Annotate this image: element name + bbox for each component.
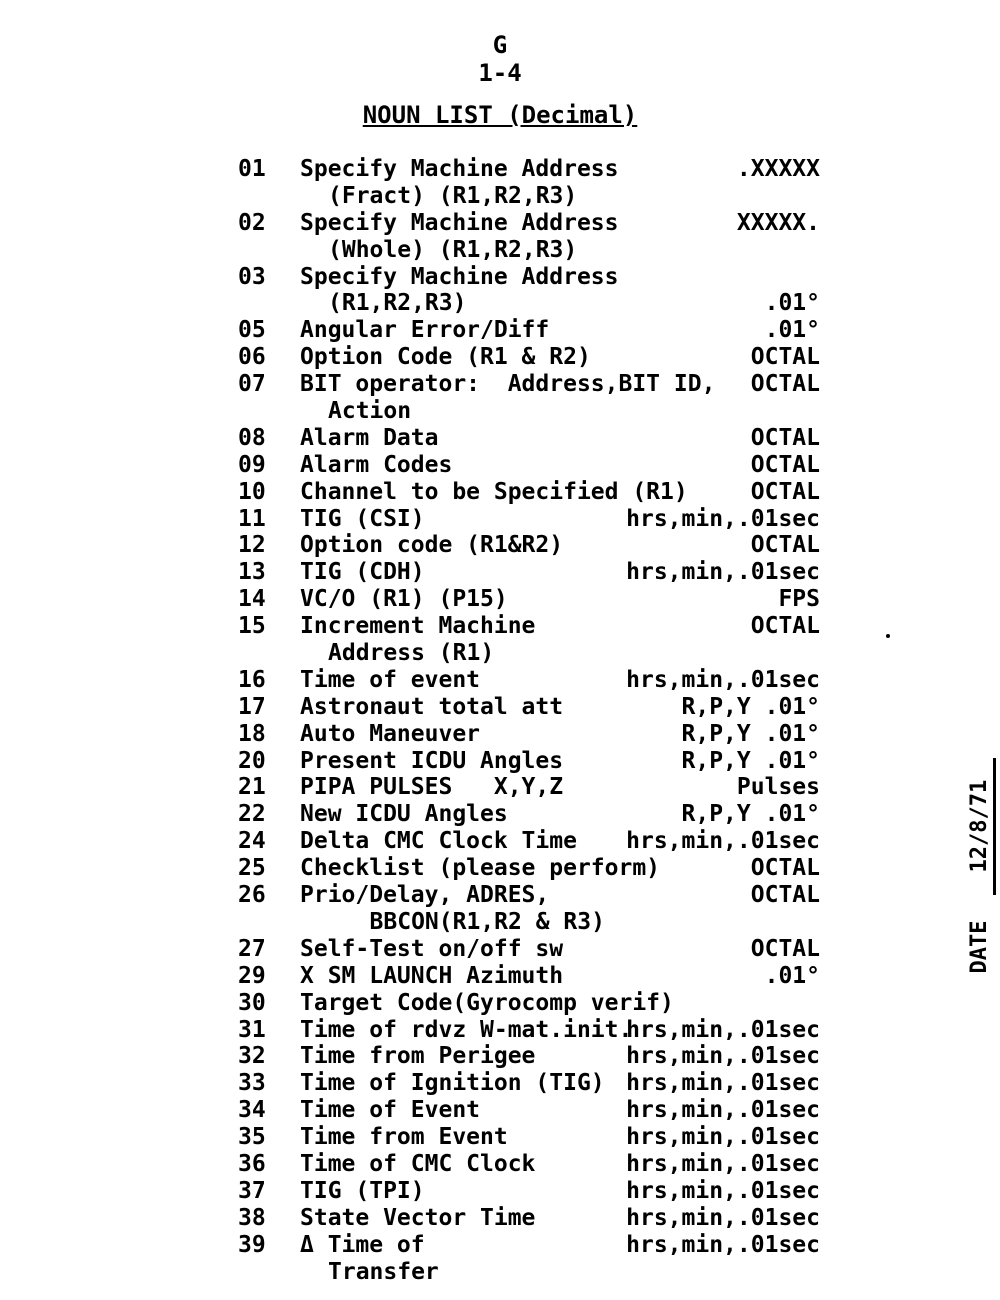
noun-row	[238, 452, 838, 479]
noun-units: OCTAL	[750, 344, 820, 371]
noun-description: BIT operator: Address,BIT ID,	[300, 371, 716, 398]
date-label: DATE	[967, 920, 992, 974]
noun-line	[238, 479, 838, 506]
noun-line	[238, 855, 838, 882]
noun-number: 08	[238, 424, 266, 451]
noun-continuation-line	[238, 1259, 838, 1286]
noun-description: TIG (CSI)	[300, 505, 425, 532]
noun-row	[238, 774, 838, 801]
noun-units: OCTAL	[750, 532, 820, 559]
noun-line	[238, 425, 838, 452]
noun-number: 34	[238, 1097, 266, 1124]
noun-row	[238, 210, 838, 264]
noun-number: 32	[238, 1043, 266, 1070]
noun-units: hrs,min,.01sec	[626, 1070, 820, 1097]
noun-description: Time of event	[300, 666, 481, 693]
noun-line	[238, 613, 838, 640]
date-value: 12/8/71	[967, 758, 996, 895]
noun-number: 18	[238, 720, 266, 747]
noun-row	[238, 1124, 838, 1151]
noun-line	[238, 828, 838, 855]
noun-row	[238, 425, 838, 452]
noun-units: hrs,min,.01sec	[626, 559, 820, 586]
noun-number: 02	[238, 209, 266, 236]
noun-units: OCTAL	[750, 478, 820, 505]
noun-continuation-line	[238, 237, 838, 264]
noun-row	[238, 156, 838, 210]
noun-description-continued: (R1,R2,R3)	[328, 290, 467, 317]
noun-description: Δ Time of	[300, 1231, 425, 1258]
noun-units: hrs,min,.01sec	[626, 1043, 820, 1070]
noun-row	[238, 1178, 838, 1205]
noun-line	[238, 936, 838, 963]
noun-row	[238, 748, 838, 775]
noun-number: 25	[238, 855, 266, 882]
noun-description: Time from Event	[300, 1124, 508, 1151]
noun-line	[238, 1178, 838, 1205]
noun-description: TIG (CDH)	[300, 559, 425, 586]
page-number: 1-4	[478, 59, 522, 87]
noun-line	[238, 882, 838, 909]
noun-row	[238, 1070, 838, 1097]
noun-description: Time from Perigee	[300, 1043, 536, 1070]
noun-line	[238, 1124, 838, 1151]
noun-line	[238, 586, 838, 613]
noun-description: PIPA PULSES X,Y,Z	[300, 774, 564, 801]
noun-description-continued: Action	[328, 398, 412, 425]
noun-number: 07	[238, 371, 266, 398]
noun-units: R,P,Y .01°	[681, 720, 820, 747]
noun-line	[238, 1070, 838, 1097]
noun-number: 36	[238, 1150, 266, 1177]
noun-description: State Vector Time	[300, 1204, 536, 1231]
noun-line	[238, 156, 838, 183]
noun-description: TIG (TPI)	[300, 1177, 425, 1204]
noun-row	[238, 667, 838, 694]
noun-units: hrs,min,.01sec	[626, 666, 820, 693]
noun-description: Option code (R1&R2)	[300, 532, 564, 559]
noun-number: 05	[238, 317, 266, 344]
noun-units: hrs,min,.01sec	[626, 1204, 820, 1231]
noun-line	[238, 264, 838, 291]
noun-line	[238, 1017, 838, 1044]
noun-row	[238, 855, 838, 882]
noun-units: .01°	[764, 962, 820, 989]
noun-units: OCTAL	[750, 855, 820, 882]
noun-line	[238, 748, 838, 775]
noun-continuation-line	[238, 290, 838, 317]
noun-description: Astronaut total att	[300, 693, 564, 720]
noun-row	[238, 1043, 838, 1070]
noun-number: 38	[238, 1204, 266, 1231]
noun-number: 39	[238, 1231, 266, 1258]
noun-units: OCTAL	[750, 424, 820, 451]
noun-units: .XXXXX	[736, 156, 820, 182]
noun-row	[238, 694, 838, 721]
noun-number: 12	[238, 532, 266, 559]
noun-description: Prio/Delay, ADRES,	[300, 882, 550, 909]
noun-description: Time of CMC Clock	[300, 1150, 536, 1177]
noun-row	[238, 936, 838, 963]
noun-description: VC/O (R1) (P15)	[300, 586, 508, 613]
noun-number: 31	[238, 1016, 266, 1043]
noun-description: Auto Maneuver	[300, 720, 481, 747]
noun-line	[238, 1205, 838, 1232]
noun-row	[238, 1017, 838, 1044]
noun-description: Self-Test on/off sw	[300, 935, 564, 962]
noun-number: 30	[238, 989, 266, 1016]
noun-number: 13	[238, 559, 266, 586]
noun-number: 20	[238, 747, 266, 774]
date-margin-note	[942, 758, 996, 1000]
noun-units: hrs,min,.01sec	[626, 505, 820, 532]
noun-line	[238, 774, 838, 801]
noun-line	[238, 1232, 838, 1259]
noun-units: .01°	[764, 317, 820, 344]
noun-number: 21	[238, 774, 266, 801]
noun-number: 33	[238, 1070, 266, 1097]
noun-description: Angular Error/Diff	[300, 317, 550, 344]
noun-description: Increment Machine	[300, 613, 536, 640]
noun-description-continued: (Whole) (R1,R2,R3)	[328, 236, 578, 263]
noun-line	[238, 721, 838, 748]
noun-description: Time of rdvz W-mat.init.	[300, 1016, 633, 1043]
page-title: NOUN LIST (Decimal)	[362, 101, 638, 129]
noun-number: 09	[238, 451, 266, 478]
noun-line	[238, 1097, 838, 1124]
noun-description: Channel to be Specified (R1)	[300, 478, 688, 505]
noun-line	[238, 559, 838, 586]
noun-description: Specify Machine Address	[300, 209, 619, 236]
noun-row	[238, 613, 838, 667]
noun-units: Pulses	[736, 774, 820, 801]
noun-continuation-line	[238, 909, 838, 936]
noun-line	[238, 532, 838, 559]
noun-continuation-line	[238, 398, 838, 425]
noun-line	[238, 1043, 838, 1070]
noun-line	[238, 344, 838, 371]
noun-number: 11	[238, 505, 266, 532]
noun-row	[238, 990, 838, 1017]
noun-line	[238, 452, 838, 479]
noun-number: 29	[238, 962, 266, 989]
noun-line	[238, 210, 838, 237]
noun-description: Alarm Codes	[300, 451, 453, 478]
noun-description: Target Code(Gyrocomp verif)	[300, 989, 674, 1016]
noun-description: Present ICDU Angles	[300, 747, 564, 774]
noun-row	[238, 1097, 838, 1124]
noun-description: Checklist (please perform)	[300, 855, 661, 882]
noun-description: X SM LAUNCH Azimuth	[300, 962, 564, 989]
noun-units: hrs,min,.01sec	[626, 1124, 820, 1151]
noun-units: hrs,min,.01sec	[626, 1231, 820, 1258]
noun-continuation-line	[238, 183, 838, 210]
noun-number: 37	[238, 1177, 266, 1204]
noun-row	[238, 828, 838, 855]
noun-row	[238, 371, 838, 425]
noun-description-continued: (Fract) (R1,R2,R3)	[328, 182, 578, 209]
noun-units: OCTAL	[750, 451, 820, 478]
noun-units-continued: .01°	[764, 290, 820, 317]
noun-row	[238, 506, 838, 533]
noun-units: R,P,Y .01°	[681, 747, 820, 774]
noun-continuation-line	[238, 640, 838, 667]
noun-line	[238, 317, 838, 344]
noun-line	[238, 694, 838, 721]
noun-row	[238, 559, 838, 586]
noun-number: 35	[238, 1124, 266, 1151]
noun-description: New ICDU Angles	[300, 801, 508, 828]
noun-units: XXXXX.	[736, 209, 820, 236]
section-letter: G	[492, 31, 508, 59]
noun-description: Time of Ignition (TIG)	[300, 1070, 605, 1097]
noun-row	[238, 479, 838, 506]
noun-units: hrs,min,.01sec	[626, 1097, 820, 1124]
noun-line	[238, 1151, 838, 1178]
noun-description-continued: BBCON(R1,R2 & R3)	[328, 908, 605, 935]
noun-row	[238, 532, 838, 559]
noun-units: OCTAL	[750, 882, 820, 909]
noun-row	[238, 586, 838, 613]
noun-row	[238, 1232, 838, 1286]
noun-row	[238, 721, 838, 748]
noun-row	[238, 801, 838, 828]
noun-row	[238, 963, 838, 990]
noun-number: 14	[238, 586, 266, 613]
noun-description: Delta CMC Clock Time	[300, 828, 577, 855]
noun-number: 17	[238, 693, 266, 720]
noun-number: 06	[238, 344, 266, 371]
noun-number: 10	[238, 478, 266, 505]
noun-description: Option Code (R1 & R2)	[300, 344, 591, 371]
noun-number: 27	[238, 935, 266, 962]
noun-line	[238, 990, 838, 1017]
noun-description-continued: Transfer	[328, 1258, 439, 1285]
noun-units: OCTAL	[750, 935, 820, 962]
noun-units: hrs,min,.01sec	[626, 1016, 820, 1043]
noun-line	[238, 667, 838, 694]
noun-row	[238, 1205, 838, 1232]
noun-units: OCTAL	[750, 613, 820, 640]
noun-number: 26	[238, 882, 266, 909]
noun-units: OCTAL	[750, 371, 820, 398]
noun-description: Alarm Data	[300, 424, 439, 451]
noun-list	[238, 156, 838, 1285]
noun-description: Specify Machine Address	[300, 263, 619, 290]
noun-number: 16	[238, 666, 266, 693]
noun-number: 24	[238, 828, 266, 855]
noun-description-continued: Address (R1)	[328, 640, 495, 667]
noun-number: 15	[238, 613, 266, 640]
noun-line	[238, 371, 838, 398]
noun-number: 03	[238, 263, 266, 290]
noun-number: 22	[238, 801, 266, 828]
stray-mark	[886, 634, 890, 638]
noun-number: 01	[238, 156, 266, 182]
noun-units: R,P,Y .01°	[681, 693, 820, 720]
noun-row	[238, 344, 838, 371]
noun-description: Specify Machine Address	[300, 156, 619, 182]
noun-row	[238, 317, 838, 344]
noun-units: R,P,Y .01°	[681, 801, 820, 828]
noun-units: FPS	[778, 586, 820, 613]
noun-row	[238, 882, 838, 936]
noun-units: hrs,min,.01sec	[626, 1150, 820, 1177]
noun-row	[238, 1151, 838, 1178]
noun-line	[238, 801, 838, 828]
noun-units: hrs,min,.01sec	[626, 828, 820, 855]
noun-line	[238, 963, 838, 990]
noun-line	[238, 506, 838, 533]
noun-units: hrs,min,.01sec	[626, 1177, 820, 1204]
noun-description: Time of Event	[300, 1097, 481, 1124]
noun-row	[238, 264, 838, 318]
